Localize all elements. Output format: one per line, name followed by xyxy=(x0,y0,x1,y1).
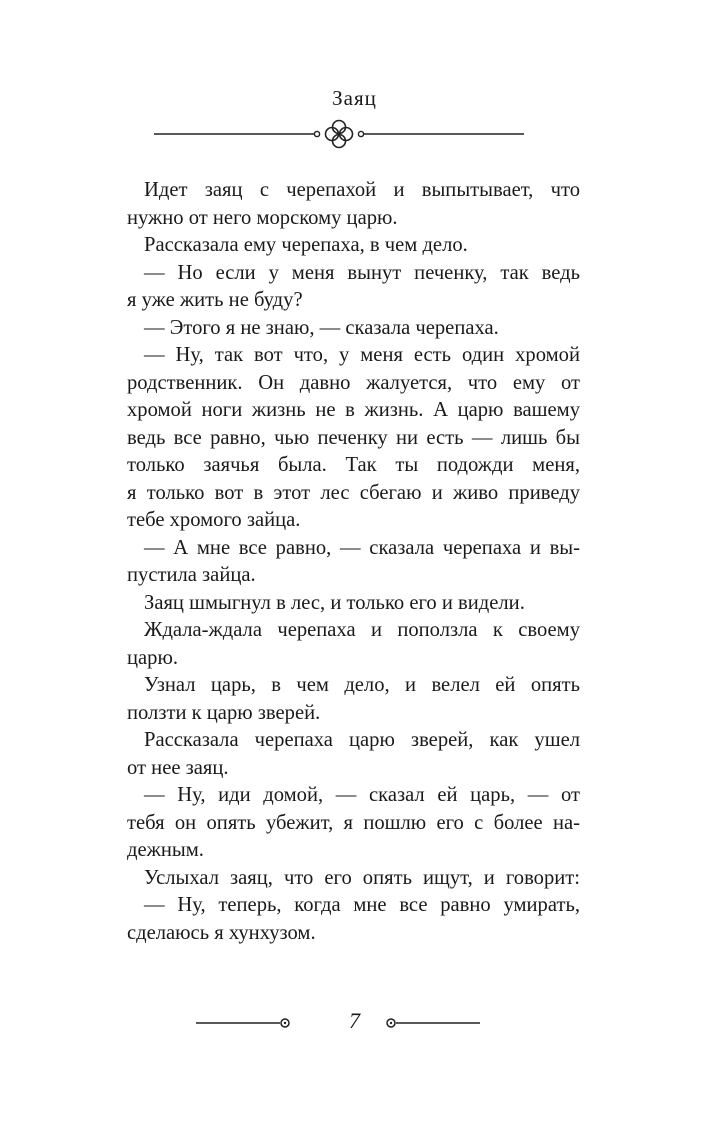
text-line: Рассказала черепаха царю зверей, как ушел xyxy=(144,729,580,751)
text-line: пустила зайца. xyxy=(127,564,256,586)
text-line: Заяц шмыгнул в лес, и только его и видели. xyxy=(144,591,525,614)
text-line: Услыхал заяц, что его опять ищут, и говорит: xyxy=(144,866,580,889)
text-line: хромой ноги жизнь не в жизнь. А царю вашему xyxy=(127,399,580,421)
text-line: я только вот в этот лес сбегаю и живо приведу xyxy=(127,481,580,504)
text-line: Узнал царь, в чем дело, и велел ей опять xyxy=(144,674,580,696)
text-line: дежным. xyxy=(127,839,204,861)
text-line: тебя он опять убежит, я пошлю его с более на- xyxy=(127,811,580,834)
text-line: родственник. Он давно жалуется, что ему от xyxy=(127,371,580,394)
running-head: Заяц xyxy=(332,86,377,110)
text-line: — Ну, иди домой, — сказал ей царь, — от xyxy=(144,784,580,806)
text-line: я уже жить не буду? xyxy=(127,289,303,311)
text-line: — Этого я не знаю, — сказала черепаха. xyxy=(144,316,499,339)
text-line: тебе хромого зайца. xyxy=(127,509,301,531)
text-line: ползти к царю зверей. xyxy=(127,701,321,724)
text-line: — А мне все равно, — сказала черепаха и вы- xyxy=(144,536,580,559)
text-line: Ждала-ждала черепаха и поползла к своему xyxy=(144,619,580,641)
story-text xyxy=(127,177,580,947)
header-ornament xyxy=(154,116,524,156)
text-line: царю. xyxy=(127,646,178,669)
text-line: — Ну, так вот что, у меня есть один хромой xyxy=(144,344,580,366)
text-line: Идет заяц с черепахой и выпытывает, что xyxy=(144,179,580,201)
text-line: ведь все равно, чью печенку ни есть — лишь бы xyxy=(127,426,580,449)
text-line: только заячья была. Так ты подожди меня, xyxy=(127,454,580,476)
page-number: 7 xyxy=(349,1008,360,1033)
text-line: — Ну, теперь, когда мне все равно умирать, xyxy=(144,894,580,916)
text-line: нужно от него морскому царю. xyxy=(127,206,398,229)
text-line: сделаюсь я хунхузом. xyxy=(127,921,316,944)
text-line: Рассказала ему черепаха, в чем дело. xyxy=(144,234,468,256)
text-line: — Но если у меня вынут печенку, так ведь xyxy=(144,261,580,284)
text-line: от нее заяц. xyxy=(127,756,229,779)
